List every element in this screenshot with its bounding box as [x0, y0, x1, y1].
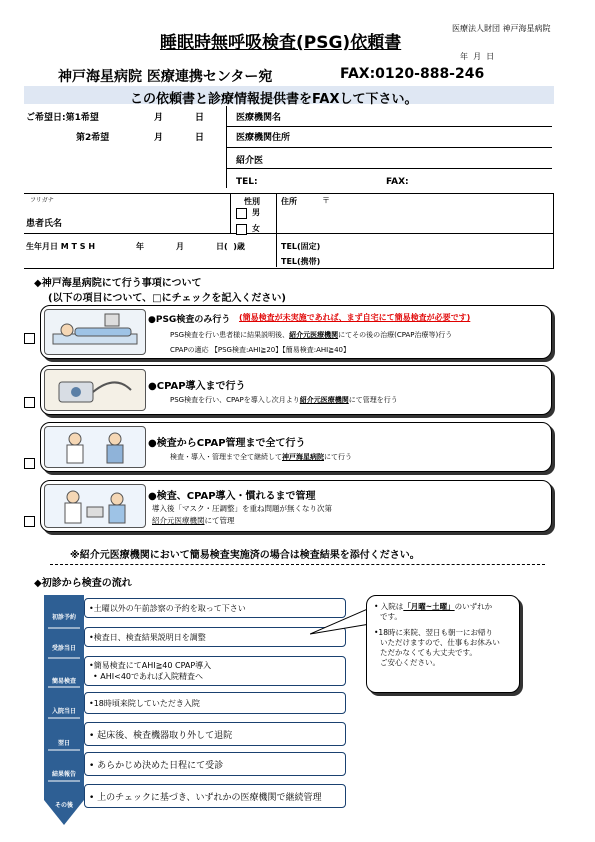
- sleeping-patient-illustration: [44, 309, 146, 355]
- option-psg-only-criteria: CPAPの適応 【PSG検査:AHI≧20】【簡易検査:AHI≧40】: [170, 346, 350, 354]
- flow-step: • 上のチェックに基づき、いずれかの医療機関で継続管理: [84, 784, 346, 808]
- addressee: 神戸海星病院 医療連携センター宛: [58, 69, 273, 85]
- flow-step-label: 簡易検査: [51, 678, 76, 685]
- flow-step: • 起床後、検査機器取り外して退院: [84, 722, 346, 746]
- option-full-management-checkbox[interactable]: [24, 458, 35, 469]
- flow-step-label: 受診当日: [51, 645, 76, 652]
- flow-step-label: 翌日: [57, 740, 70, 747]
- option-until-adapted-title: ●検査、CPAP導入・慣れるまで管理: [148, 491, 316, 502]
- option-psg-only-desc: PSG検査を行い患者様に結果説明後、紹介元医療機関にてその後の治療(CPAP治療等)行う: [170, 331, 453, 339]
- tel-fixed-label: TEL(固定): [281, 242, 321, 251]
- section-divider: [50, 564, 545, 565]
- option-until-adapted-desc2: 紹介元医療機関にて管理: [152, 516, 235, 525]
- option-full-management-title: ●検査からCPAP管理まで全て行う: [148, 438, 306, 449]
- flow-step: •18時頃来院していただき入院: [84, 692, 346, 714]
- fax-number: FAX:0120-888-246: [340, 66, 485, 82]
- services-heading: ◆神戸海星病院にて行う事項について: [34, 278, 202, 289]
- furigana-label: フリガナ: [30, 197, 54, 204]
- organization-name: 医療法人財団 神戸海星病院: [452, 24, 551, 33]
- wish-date-1-day: 日: [195, 113, 205, 123]
- option-until-adapted-desc: 導入後「マスク・圧調整」を重ね問題が無くなり次第: [152, 504, 332, 513]
- wish-date-1-month: 月: [154, 113, 164, 123]
- clinic-tel-label: TEL:: [236, 177, 258, 187]
- date-line: 年 月 日: [460, 52, 495, 61]
- flow-step: • あらかじめ決めた日程にて受診: [84, 752, 346, 776]
- clinic-fax-label: FAX:: [386, 177, 409, 187]
- dob-label: 生年月日 M T S H: [26, 242, 96, 251]
- dob-year: 年: [136, 242, 144, 251]
- dob-month: 月: [176, 242, 184, 251]
- services-subheading: (以下の項目について、□にチェックを記入ください): [48, 293, 286, 304]
- dob-day-age: 日( )歳: [216, 242, 245, 251]
- flow-step: •簡易検査にてAHI≧40 CPAP導入 • AHI<40であれば入院精査へ: [84, 656, 346, 686]
- page-title: 睡眠時無呼吸検査(PSG)依頼書: [160, 33, 402, 53]
- male-checkbox[interactable]: [236, 208, 247, 219]
- flow-step: •検査日、検査結果説明日を調整: [84, 627, 346, 647]
- tel-mobile-label: TEL(携帯): [281, 257, 321, 266]
- option-psg-only-title: ●PSG検査のみ行う: [148, 315, 231, 325]
- flow-step-label: 結果報告: [51, 771, 76, 778]
- patient-name-label: 患者氏名: [26, 219, 63, 229]
- flow-step-label: 入院当日: [51, 708, 76, 715]
- option-psg-only-checkbox[interactable]: [24, 333, 35, 344]
- cpap-device-illustration: [44, 369, 146, 411]
- tel-cell-divider: [276, 234, 277, 267]
- option-until-adapted-checkbox[interactable]: [24, 516, 35, 527]
- flow-step-label: 初診予約: [51, 614, 76, 621]
- doctor-patient-illustration: [44, 484, 146, 528]
- clinic-name-label: 医療機関名: [236, 113, 282, 123]
- referring-doctor-field[interactable]: [227, 148, 552, 169]
- wish-date-2-month: 月: [154, 133, 164, 143]
- referring-doctor-label: 紹介医: [236, 156, 264, 166]
- option-cpap-intro-title: ●CPAP導入まで行う: [148, 381, 246, 392]
- wish-date-2-label: 第2希望: [76, 133, 110, 143]
- option-cpap-intro-checkbox[interactable]: [24, 397, 35, 408]
- option-psg-only-warning: (簡易検査が未実施であれば、まず自宅にて簡易検査が必要です): [239, 313, 471, 322]
- wish-date-1-label: ご希望日:第1希望: [26, 113, 99, 123]
- sex-label: 性別: [244, 197, 260, 206]
- callout-pointer: [310, 608, 370, 638]
- wish-date-2-day: 日: [195, 133, 205, 143]
- female-label: 女: [252, 224, 260, 233]
- consultation-illustration: [44, 426, 146, 468]
- flow-heading: ◆初診から検査の流れ: [34, 578, 132, 589]
- callout-text: • 入院は「月曜~土曜」のいずれか です。 •18時に来院、翌日も朝一にお帰り いただけますので、仕事もお休みい ただかなくても大丈夫です。 ご安心ください。: [374, 602, 500, 667]
- flow-step: •土曜以外の午前診察の予約を取って下さい: [84, 598, 346, 618]
- postal-mark: 〒: [322, 196, 330, 205]
- attachment-note: ※紹介元医療機関において簡易検査実施済の場合は検査結果を添付ください。: [70, 550, 420, 561]
- female-checkbox[interactable]: [236, 224, 247, 235]
- patient-address-field[interactable]: [277, 193, 553, 234]
- instruction-banner-text: この依頼書と診療情報提供書をFAXして下さい。: [130, 92, 418, 107]
- patient-address-label: 住所: [281, 197, 297, 206]
- clinic-address-label: 医療機関住所: [236, 133, 291, 143]
- option-full-management-desc: 検査・導入・管理まで全て継続して神戸海星病院にて行う: [170, 453, 352, 461]
- male-label: 男: [252, 208, 260, 217]
- flow-step-label: その後: [54, 802, 73, 809]
- option-cpap-intro-desc: PSG検査を行い、CPAPを導入し次月より紹介元医療機関にて管理を行う: [170, 396, 398, 404]
